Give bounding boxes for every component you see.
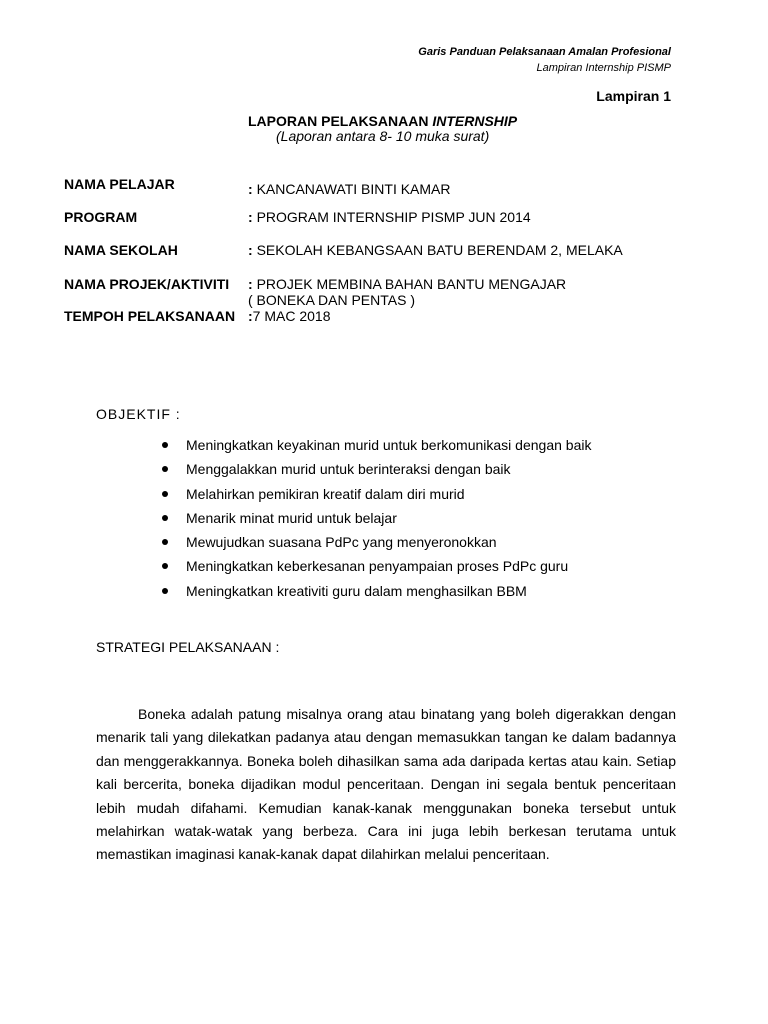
project-label: NAMA PROJEK/AKTIVITI xyxy=(64,276,230,292)
appendix-label: Lampiran 1 xyxy=(596,88,671,104)
list-item: Mewujudkan suasana PdPc yang menyeronokkan xyxy=(160,534,591,558)
bullet-icon xyxy=(162,442,168,448)
report-title-italic: INTERNSHIP xyxy=(432,113,518,129)
bullet-icon xyxy=(162,588,168,594)
header-appendix-subtitle: Lampiran Internship PISMP xyxy=(536,62,671,74)
objectives-list xyxy=(160,437,591,607)
student-name-label: NAMA PELAJAR xyxy=(64,176,175,192)
school-name-label: NAMA SEKOLAH xyxy=(64,242,178,258)
objectives-heading: OBJEKTIF : xyxy=(96,406,181,422)
school-name-value: : SEKOLAH KEBANGSAAN BATU BERENDAM 2, MELAKA xyxy=(248,242,623,258)
program-label: PROGRAM xyxy=(64,209,138,225)
report-subtitle: (Laporan antara 8- 10 muka surat) xyxy=(276,128,490,144)
header-guideline-title: Garis Panduan Pelaksanaan Amalan Profesional xyxy=(418,46,671,58)
program-value: : PROGRAM INTERNSHIP PISMP JUN 2014 xyxy=(248,209,531,225)
duration-value: :7 MAC 2018 xyxy=(248,308,331,324)
project-value: : PROJEK MEMBINA BAHAN BANTU MENGAJAR xyxy=(248,276,567,292)
bullet-icon xyxy=(162,563,168,569)
list-item: Menarik minat murid untuk belajar xyxy=(160,510,591,534)
project-value-line2: ( BONEKA DAN PENTAS ) xyxy=(248,292,415,308)
bullet-icon xyxy=(162,515,168,521)
report-title xyxy=(248,113,517,129)
strategy-paragraph: Boneka adalah patung misalnya orang atau binatang yang boleh digerakkan dengan menarik tali yang dilekatkan padanya atau dengan memasukkan tangan ke dalam badannya dan menggerakkannya. Boneka boleh dihasilkan sama ada daripada kertas atau kain. Setiap kali bercerita, boneka dijadikan modul penceritaan. Dengan ini segala bentuk penceritaan lebih mudah difahami. Kemudian kanak-kanak menggunakan boneka tersebut untuk melahirkan watak-watak yang berbeza. Cara ini juga lebih berkesan terutama untuk memastikan imaginasi kanak-kanak dapat dilahirkan melalui penceritaan. xyxy=(96,706,676,863)
student-name-value: : KANCANAWATI BINTI KAMAR xyxy=(248,181,451,197)
list-item: Menggalakkan murid untuk berinteraksi dengan baik xyxy=(160,461,591,485)
report-title-main: LAPORAN PELAKSANAAN xyxy=(248,113,433,129)
list-item: Meningkatkan keyakinan murid untuk berkomunikasi dengan baik xyxy=(160,437,591,461)
list-item: Melahirkan pemikiran kreatif dalam diri murid xyxy=(160,486,591,510)
strategy-heading: STRATEGI PELAKSANAAN : xyxy=(96,639,280,655)
list-item: Meningkatkan kreativiti guru dalam menghasilkan BBM xyxy=(160,583,591,607)
bullet-icon xyxy=(162,491,168,497)
list-item: Meningkatkan keberkesanan penyampaian proses PdPc guru xyxy=(160,558,591,582)
duration-label: TEMPOH PELAKSANAAN xyxy=(64,308,236,324)
bullet-icon xyxy=(162,466,168,472)
bullet-icon xyxy=(162,539,168,545)
